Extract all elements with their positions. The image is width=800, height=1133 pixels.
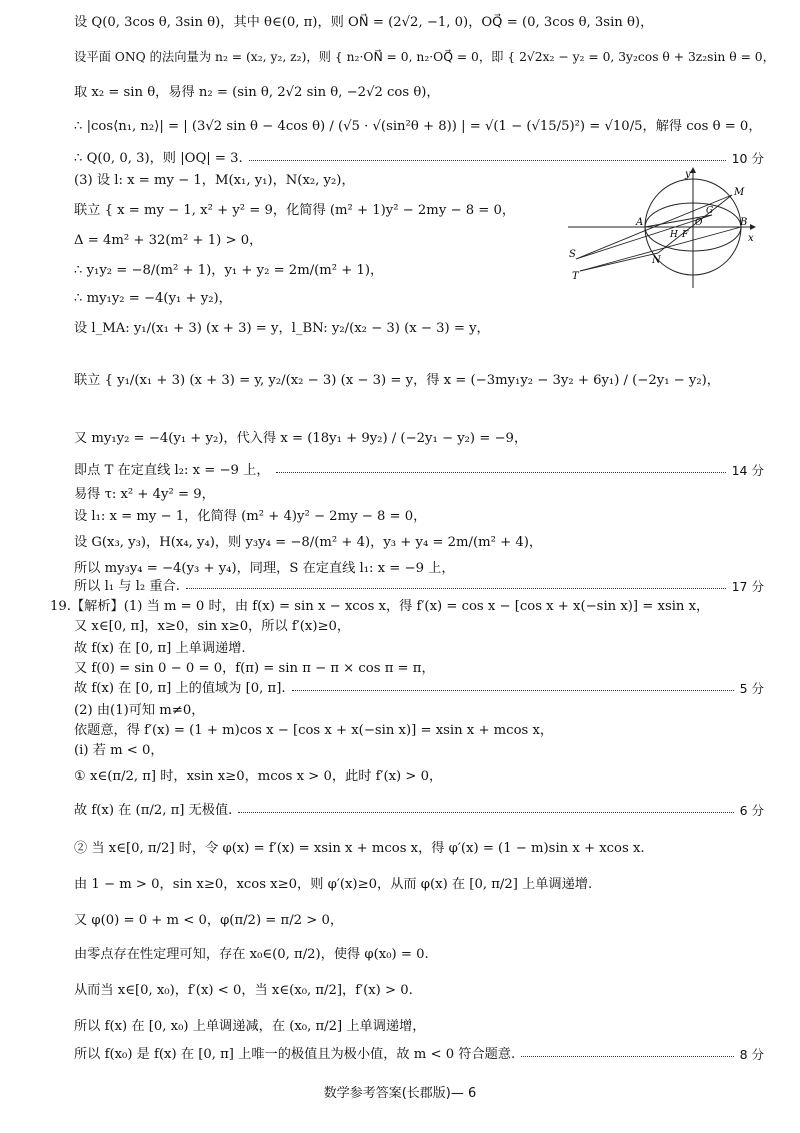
solution-line: 设 l₁: x = my − 1，化简得 (m² + 4)y² − 2my − 8 = 0， <box>74 509 427 524</box>
leader-dots <box>249 160 726 161</box>
score-label: 14 分 <box>731 463 764 478</box>
score-label: 17 分 <box>731 579 764 594</box>
solution-line: ∴ my₁y₂ = −4(y₁ + y₂)， <box>74 291 232 306</box>
solution-line: 取 x₂ = sin θ，易得 n₂ = (sin θ, 2√2 sin θ, −2√2 cos θ)， <box>74 85 440 100</box>
label-O: O <box>695 218 703 228</box>
label-y: y <box>685 169 691 180</box>
solution-line <box>74 1046 764 1064</box>
solution-line: ∴ y₁y₂ = −8/(m² + 1)，y₁ + y₂ = 2m/(m² + 1)， <box>74 263 384 278</box>
leader-dots <box>238 812 733 813</box>
label-T: T <box>572 271 579 282</box>
label-M: M <box>734 187 745 198</box>
label-G: G <box>706 206 714 216</box>
solution-line: 易得 τ: x² + 4y² = 9， <box>74 487 215 502</box>
solution-line <box>74 680 764 698</box>
solution-line: 19.【解析】(1) 当 m = 0 时，由 f(x) = sin x − xcos x，得 f′(x) = cos x − [cos x + x(−sin x)] = xsin x， <box>50 599 710 614</box>
label-A: A <box>636 217 644 228</box>
solution-line-text: 所以 f(x₀) 是 f(x) 在 [0, π] 上唯一的极值且为极小值，故 m < 0 符合题意. <box>74 1047 516 1062</box>
label-S: S <box>569 249 576 260</box>
label-N: N <box>652 255 661 266</box>
x-axis-arrow <box>750 224 756 230</box>
solution-line: 所以 f(x) 在 [0, x₀) 上单调递减，在 (x₀, π/2] 上单调递增， <box>74 1019 426 1034</box>
line-SG <box>576 215 712 259</box>
solution-line: (i) 若 m < 0， <box>74 743 164 758</box>
geometry-figure <box>568 165 758 290</box>
solution-line: 又 x∈[0, π]，x≥0，sin x≥0，所以 f′(x)≥0， <box>74 619 351 634</box>
solution-line-text: 即点 T 在定直线 l₂: x = −9 上， <box>74 463 270 478</box>
solution-line: 由零点存在性定理可知，存在 x₀∈(0, π/2)，使得 φ(x₀) = 0. <box>74 947 429 962</box>
solution-line: (2) 由(1)可知 m≠0， <box>74 703 205 718</box>
solution-line: 又 f(0) = sin 0 − 0 = 0，f(π) = sin π − π × cos π = π， <box>74 661 435 676</box>
solution-line: 所以 my₃y₄ = −4(y₃ + y₄)，同理，S 在定直线 l₁: x = −9 上， <box>74 561 455 576</box>
solution-line-text: 故 f(x) 在 [0, π] 上的值域为 [0, π]. <box>74 681 286 696</box>
solution-line <box>74 462 764 480</box>
label-x: x <box>748 233 754 244</box>
solution-line: ① x∈(π/2, π] 时，xsin x≥0，mcos x > 0，此时 f′(x) > 0， <box>74 769 443 784</box>
solution-line: 从而当 x∈[0, x₀)，f′(x) < 0，当 x∈(x₀, π/2]，f′(x) > 0. <box>74 983 413 998</box>
leader-dots <box>276 472 726 473</box>
leader-dots <box>186 588 726 589</box>
solution-line-text: ∴ Q(0, 0, 3)，则 |OQ| = 3. <box>74 151 243 166</box>
solution-line: 设 l_MA: y₁/(x₁ + 3) (x + 3) = y，l_BN: y₂/(x₂ − 3) (x − 3) = y， <box>74 321 490 336</box>
label-F: F <box>682 230 689 240</box>
leader-dots <box>292 690 734 691</box>
solution-line: 又 my₁y₂ = −4(y₁ + y₂)，代入得 x = (18y₁ + 9y₂) / (−2y₁ − y₂) = −9， <box>74 431 528 446</box>
solution-line <box>74 802 764 820</box>
solution-line: 故 f(x) 在 [0, π] 上单调递增. <box>74 641 246 656</box>
label-B: B <box>740 217 748 228</box>
solution-line-text: 所以 l₁ 与 l₂ 重合. <box>74 579 180 594</box>
score-label: 8 分 <box>739 1047 764 1062</box>
solution-line: 设平面 ONQ 的法向量为 n₂ = (x₂, y₂, z₂)，则 { n₂·ON⃗ = 0, n₂·OQ⃗ = 0，即 { 2√2x₂ − y₂ = 0, 3y₂cos θ + 3z₂sin θ = 0， <box>74 50 775 64</box>
page-footer: 数学参考答案(长郡版)— 6 <box>323 1086 477 1101</box>
solution-line: 设 G(x₃, y₃)，H(x₄, y₄)，则 y₃y₄ = −8/(m² + 4)，y₃ + y₄ = 2m/(m² + 4)， <box>74 535 543 550</box>
solution-line: 又 φ(0) = 0 + m < 0，φ(π/2) = π/2 > 0， <box>74 913 344 928</box>
solution-line: ∴ |cos⟨n₁, n₂⟩| = | (3√2 sin θ − 4cos θ) / (√5 · √(sin²θ + 8)) | = √(1 − (√15/5)²) = √10/5，解得 cos θ = 0， <box>74 119 762 134</box>
solution-line: (3) 设 l: x = my − 1，M(x₁, y₁)，N(x₂, y₂)， <box>74 173 355 188</box>
solution-line: ② 当 x∈[0, π/2] 时，令 φ(x) = f′(x) = xsin x + mcos x，得 φ′(x) = (1 − m)sin x + xcos x. <box>74 841 645 856</box>
score-label: 6 分 <box>739 803 764 818</box>
solution-line: 由 1 − m > 0，sin x≥0，xcos x≥0，则 φ′(x)≥0，从而 φ(x) 在 [0, π/2] 上单调递增. <box>74 877 593 892</box>
score-label: 5 分 <box>739 681 764 696</box>
line-TN <box>580 253 658 271</box>
solution-line: Δ = 4m² + 32(m² + 1) > 0， <box>74 233 263 248</box>
solution-line-text: 故 f(x) 在 (π/2, π] 无极值. <box>74 803 233 818</box>
label-H: H <box>670 230 678 240</box>
leader-dots <box>521 1056 733 1057</box>
solution-line: 依题意，得 f′(x) = (1 + m)cos x − [cos x + x(−sin x)] = xsin x + mcos x， <box>74 723 554 738</box>
y-axis-arrow <box>690 167 696 173</box>
solution-line <box>74 578 764 596</box>
solution-line: 设 Q(0, 3cos θ, 3sin θ)，其中 θ∈(0, π)，则 ON⃗ = (2√2, −1, 0)，OQ⃗ = (0, 3cos θ, 3sin θ)， <box>74 15 654 30</box>
score-label: 10 分 <box>731 151 764 166</box>
solution-line: 联立 { x = my − 1, x² + y² = 9，化简得 (m² + 1)y² − 2my − 8 = 0， <box>74 203 516 218</box>
solution-line: 联立 { y₁/(x₁ + 3) (x + 3) = y, y₂/(x₂ − 3) (x − 3) = y，得 x = (−3my₁y₂ − 3y₂ + 6y₁) / (−2y₁ − y₂)， <box>74 373 720 388</box>
